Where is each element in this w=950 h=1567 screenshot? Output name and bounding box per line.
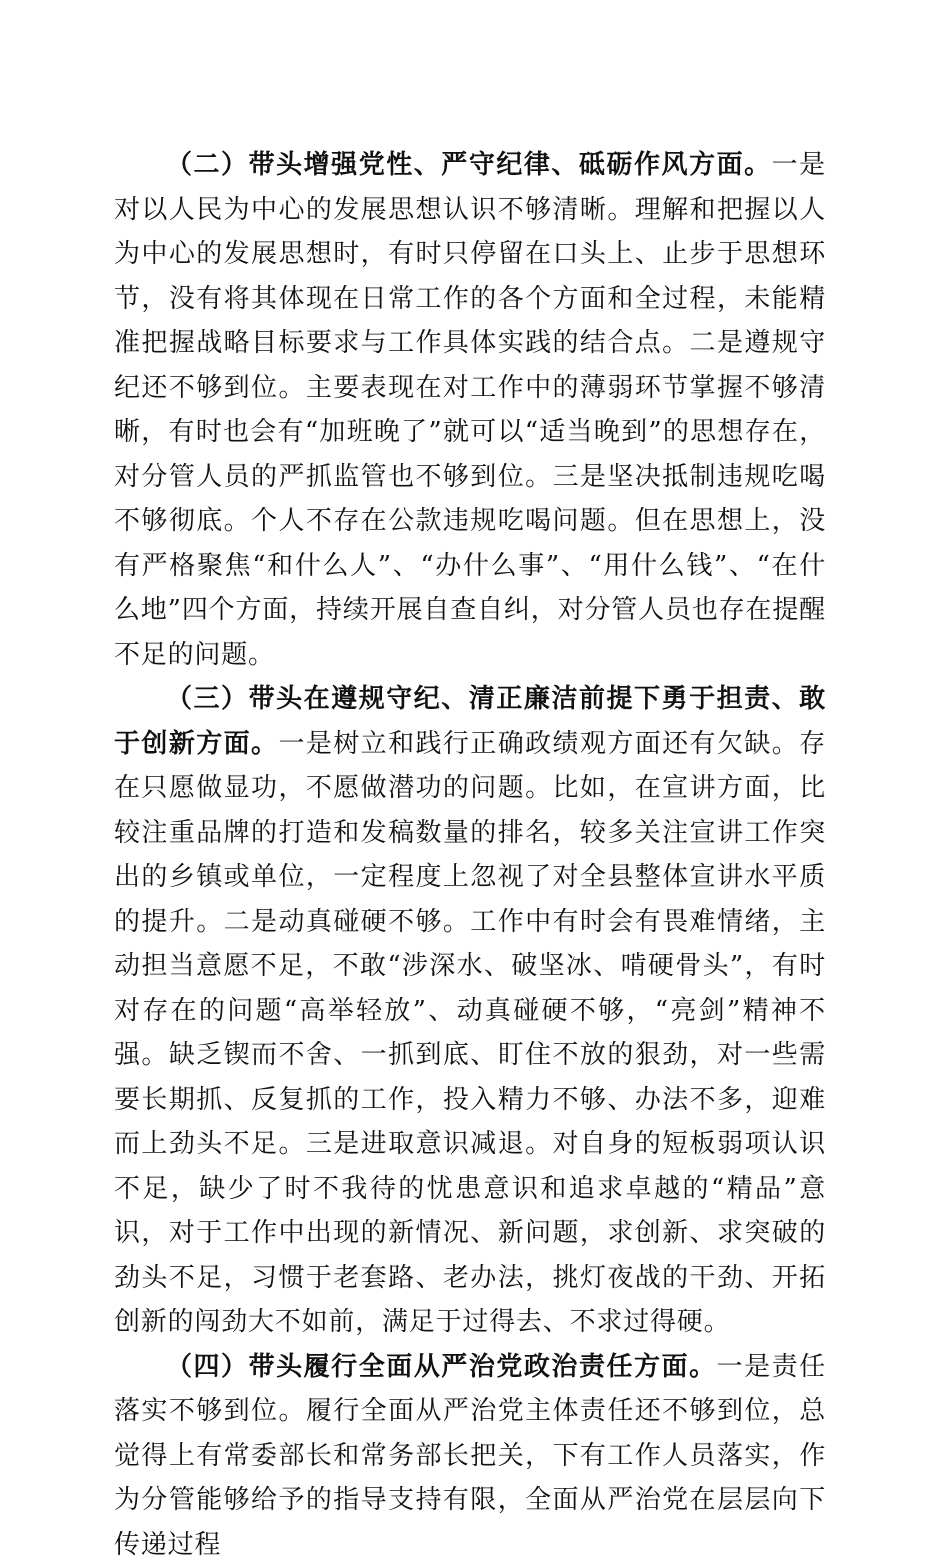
section-2-heading: （二）带头增强党性、严守纪律、砥砺作风方面。: [166, 150, 772, 180]
section-4-heading: （四）带头履行全面从严治党政治责任方面。: [166, 1352, 717, 1382]
section-3-heading: （三）带头在遵规守纪、清正廉洁前提下勇于担责、敢于创新方面。: [114, 684, 826, 759]
section-4-body: 一是责任落实不够到位。履行全面从严治党主体责任还不够到位，总觉得上有常委部长和常务部长把关，下有工作人员落实，作为分管能够给予的指导支持有限，全面从严治党在层层向下传递过程: [114, 1352, 826, 1560]
paragraph-section-2: [114, 143, 826, 677]
section-2-body: 一是对以人民为中心的发展思想认识不够清晰。理解和把握以人为中心的发展思想时，有时只停留在口头上、止步于思想环节，没有将其体现在日常工作的各个方面和全过程，未能精准把握战略目标要求与工作具体实践的结合点。二是遵规守纪还不够到位。主要表现在对工作中的薄弱环节掌握不够清晰，有时也会有“加班晚了”就可以“适当晚到”的思想存在，对分管人员的严抓监管也不够到位。三是坚决抵制违规吃喝不够彻底。个人不存在公款违规吃喝问题。但在思想上，没有严格聚焦“和什么人”、“办什么事”、“用什么钱”、“在什么地”四个方面，持续开展自查自纠，对分管人员也存在提醒不足的问题。: [114, 150, 826, 670]
paragraph-section-3: [114, 677, 826, 1345]
section-3-body: 一是树立和践行正确政绩观方面还有欠缺。存在只愿做显功，不愿做潜功的问题。比如，在宣讲方面，比较注重品牌的打造和发稿数量的排名，较多关注宣讲工作突出的乡镇或单位，一定程度上忽视了对全县整体宣讲水平质的提升。二是动真碰硬不够。工作中有时会有畏难情绪，主动担当意愿不足，不敢“涉深水、破坚冰、啃硬骨头”，有时对存在的问题“高举轻放”、动真碰硬不够，“亮剑”精神不强。缺乏锲而不舍、一抓到底、盯住不放的狠劲，对一些需要长期抓、反复抓的工作，投入精力不够、办法不多，迎难而上劲头不足。三是进取意识减退。对自身的短板弱项认识不足，缺少了时不我待的忧患意识和追求卓越的“精品”意识，对于工作中出现的新情况、新问题，求创新、求突破的劲头不足，习惯于老套路、老办法，挑灯夜战的干劲、开拓创新的闯劲大不如前，满足于过得去、不求过得硬。: [114, 729, 826, 1338]
paragraph-section-4: [114, 1345, 826, 1567]
document-body: [114, 143, 826, 1567]
